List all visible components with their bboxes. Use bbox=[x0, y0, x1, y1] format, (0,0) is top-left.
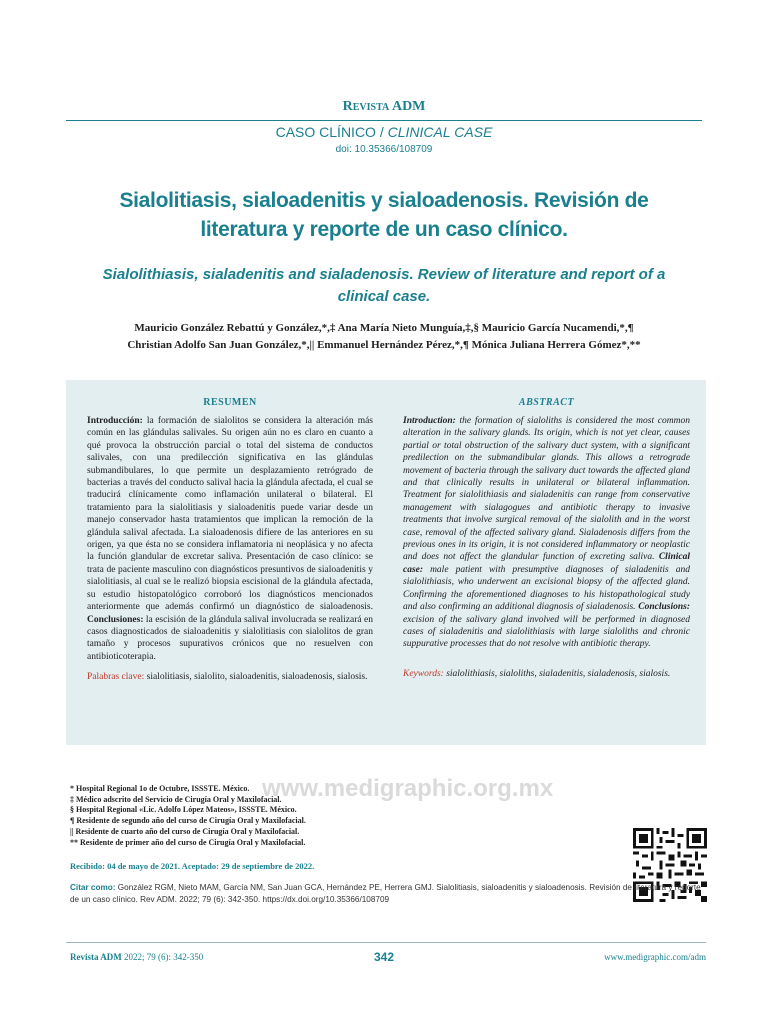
received-dates: Recibido: 04 de mayo de 2021. Aceptado: 29 de septiembre de 2022. bbox=[70, 861, 315, 871]
footer-divider bbox=[66, 942, 706, 943]
resumen-column bbox=[87, 380, 373, 684]
watermark: www.medigraphic.org.mx bbox=[262, 775, 554, 802]
keywords-text: sialolithiasis, sialoliths, sialadenitis, sialadenosis, sialosis. bbox=[443, 668, 671, 679]
doi-link[interactable]: doi: 10.35366/108709 bbox=[335, 144, 433, 155]
section-separator: / bbox=[375, 124, 388, 140]
affiliation-footnotes bbox=[70, 784, 430, 848]
abstract-column bbox=[403, 380, 690, 680]
resumen-intro-text: la formación de sialolitos se considera la alteración más común en las glándulas salivales. Su origen aún no es claro en cuanto a qué provoca la obstrucción parcial o total del sistema de conductos salivales, con una predilección significativa en las glándulas submandibulares, lo que permite un desplazamiento retrógrado de bacterias a través del conducto salival hacia la glándula afectada, el cual se traducirá clínicamente como inflamación unilateral o bilateral. El tratamiento para la sialolitiasis y sialoadenitis puede variar desde un manejo conservador hasta tratamientos que implican la remoción de la glándula salival afectada. La sialoadenosis difiere de las anteriores en su origen, ya que ésta no se considera inflamatoria ni neoplásica y no afecta la función glandular de excretar saliva. Presentación de caso clínico: se trata de paciente masculino con diagnósticos presuntivos de sialoadenitis y sialolitiasis, al cual se le realizó biopsia escisional de la glándula afectada, su estudio histopatológico corroboró los diagnósticos mencionados anteriormente que además confirmó un diagnóstico de sialoadenosis. bbox=[87, 416, 373, 613]
resumen-conclusion-label: Conclusiones: bbox=[87, 614, 144, 625]
palabras-clave-label: Palabras clave: bbox=[87, 672, 145, 683]
abstract-conclusion-text: excision of the salivary gland involved will be performed in diagnosed cases of sialadenitis and sialolithiasis with large sialoliths and chronic suppurative processes that do not resolve with antibiotic therapy. bbox=[403, 614, 690, 650]
authors-line-2: Christian Adolfo San Juan González,*,|| Emmanuel Hernández Pérez,*,¶ Mónica Juliana Herrera Gómez*,** bbox=[127, 339, 641, 351]
resumen-text bbox=[87, 415, 373, 663]
citation bbox=[70, 882, 706, 906]
header-divider bbox=[66, 120, 702, 121]
resumen-heading: RESUMEN bbox=[203, 397, 257, 408]
article-title: Sialolitiasis, sialoadenitis y sialoadenosis. Revisión de literatura y reporte de un caso clínico. bbox=[119, 189, 649, 241]
journal-name bbox=[0, 99, 768, 115]
footnote: § Hospital Regional «Lic. Adolfo López Mateos», ISSSTE. México. bbox=[70, 805, 297, 815]
footnote: ¶ Residente de segundo año del curso de Cirugía Oral y Maxilofacial. bbox=[70, 816, 306, 826]
abstract-box bbox=[66, 380, 706, 745]
footer-issue: 2022; 79 (6): 342-350 bbox=[121, 952, 204, 962]
palabras-clave-text: sialolitiasis, sialolito, sialoadenitis, sialoadenosis, sialosis. bbox=[144, 672, 368, 683]
abstract-case-label: Clinical case: bbox=[403, 552, 690, 575]
palabras-clave bbox=[87, 671, 373, 683]
abstract-intro-text: the formation of sialoliths is considered the most common alteration in the salivary glands. Its origin, which is not yet clear, causes partial or total obstruction of the salivary duct system, with a significant predilection on the submandibular glands. This allows a retrograde movement of bacteria through the salivary duct towards the affected gland and that clinically results in unilateral or bilateral inflammation. Treatment for sialolithiasis and sialadenitis can range from conservative management with sialagogues and antibiotic therapy to invasive treatments that involve surgical removal of the sialolith and in the worst case, removal of the affected salivary gland. Sialadenosis differs from the previous ones in its origin, it is not considered inflammatory or neoplastic and does not affect the glandular function of excreting saliva. bbox=[403, 416, 690, 563]
author-list bbox=[90, 320, 678, 354]
abstract-conclusion-label: Conclusions: bbox=[638, 602, 690, 613]
footnote: || Residente de cuarto año del curso de Cirugía Oral y Maxilofacial. bbox=[70, 826, 300, 836]
resumen-conclusion-text: la escisión de la glándula salival involucrada se realizará en casos diagnosticados de sialoadenitis y sialolitiasis con sialolitos de gran tamaño y procesos supurativos crónicos que no resuelven con antibioticoterapia. bbox=[87, 614, 373, 662]
section-es: CASO CLÍNICO bbox=[275, 124, 376, 140]
abstract-intro-label: Introduction: bbox=[403, 416, 456, 426]
abstract-heading: ABSTRACT bbox=[518, 397, 575, 408]
footnote: ‡ Médico adscrito del Servicio de Cirugía Oral y Maxilofacial. bbox=[70, 794, 282, 804]
footer-url-link[interactable]: www.medigraphic.com/adm bbox=[604, 952, 706, 962]
footer-journal-name: Revista ADM bbox=[70, 952, 122, 962]
abstract-text bbox=[403, 415, 690, 651]
abstract-case-text: male patient with presumptive diagnoses of sialadenitis and sialolithiasis, who underwent an excisional biopsy of the affected gland. Confirming the aforementioned diagnoses to his histopathological study and also confirming an additional diagnosis of sialadenosis. bbox=[403, 564, 690, 613]
section-en: CLINICAL CASE bbox=[387, 124, 493, 140]
citation-text: González RGM, Nieto MAM, García NM, San Juan GCA, Hernández PE, Herrera GMJ. Sialolitiasis, sialoadenitis y sialoadenosis. Revisión de literatura y reporte de un caso clínico. Rev ADM. 2022; 79 (6): 342-350. https://dx.doi.org/10.35366/108709 bbox=[70, 883, 701, 904]
journal-prefix: Revista bbox=[342, 99, 390, 114]
citation-label: Citar como: bbox=[70, 883, 116, 892]
keywords-label: Keywords: bbox=[403, 668, 444, 679]
resumen-intro-label: Introducción: bbox=[87, 416, 143, 426]
footnote: ** Residente de primer año del curso de Cirugía Oral y Maxilofacial. bbox=[70, 837, 306, 847]
keywords bbox=[403, 668, 690, 680]
article-title-english: Sialolithiasis, sialadenitis and sialadenosis. Review of literature and report of a clinical case. bbox=[102, 266, 666, 305]
page-number: 342 bbox=[373, 950, 395, 964]
journal-suffix: ADM bbox=[391, 99, 426, 114]
footnote: * Hospital Regional 1o de Octubre, ISSSTE. México. bbox=[70, 784, 250, 793]
section-label bbox=[0, 124, 768, 140]
authors-line-1: Mauricio González Rebattú y González,*,‡ Ana María Nieto Munguía,‡,§ Mauricio García Nucamendi,*,¶ bbox=[134, 322, 634, 334]
